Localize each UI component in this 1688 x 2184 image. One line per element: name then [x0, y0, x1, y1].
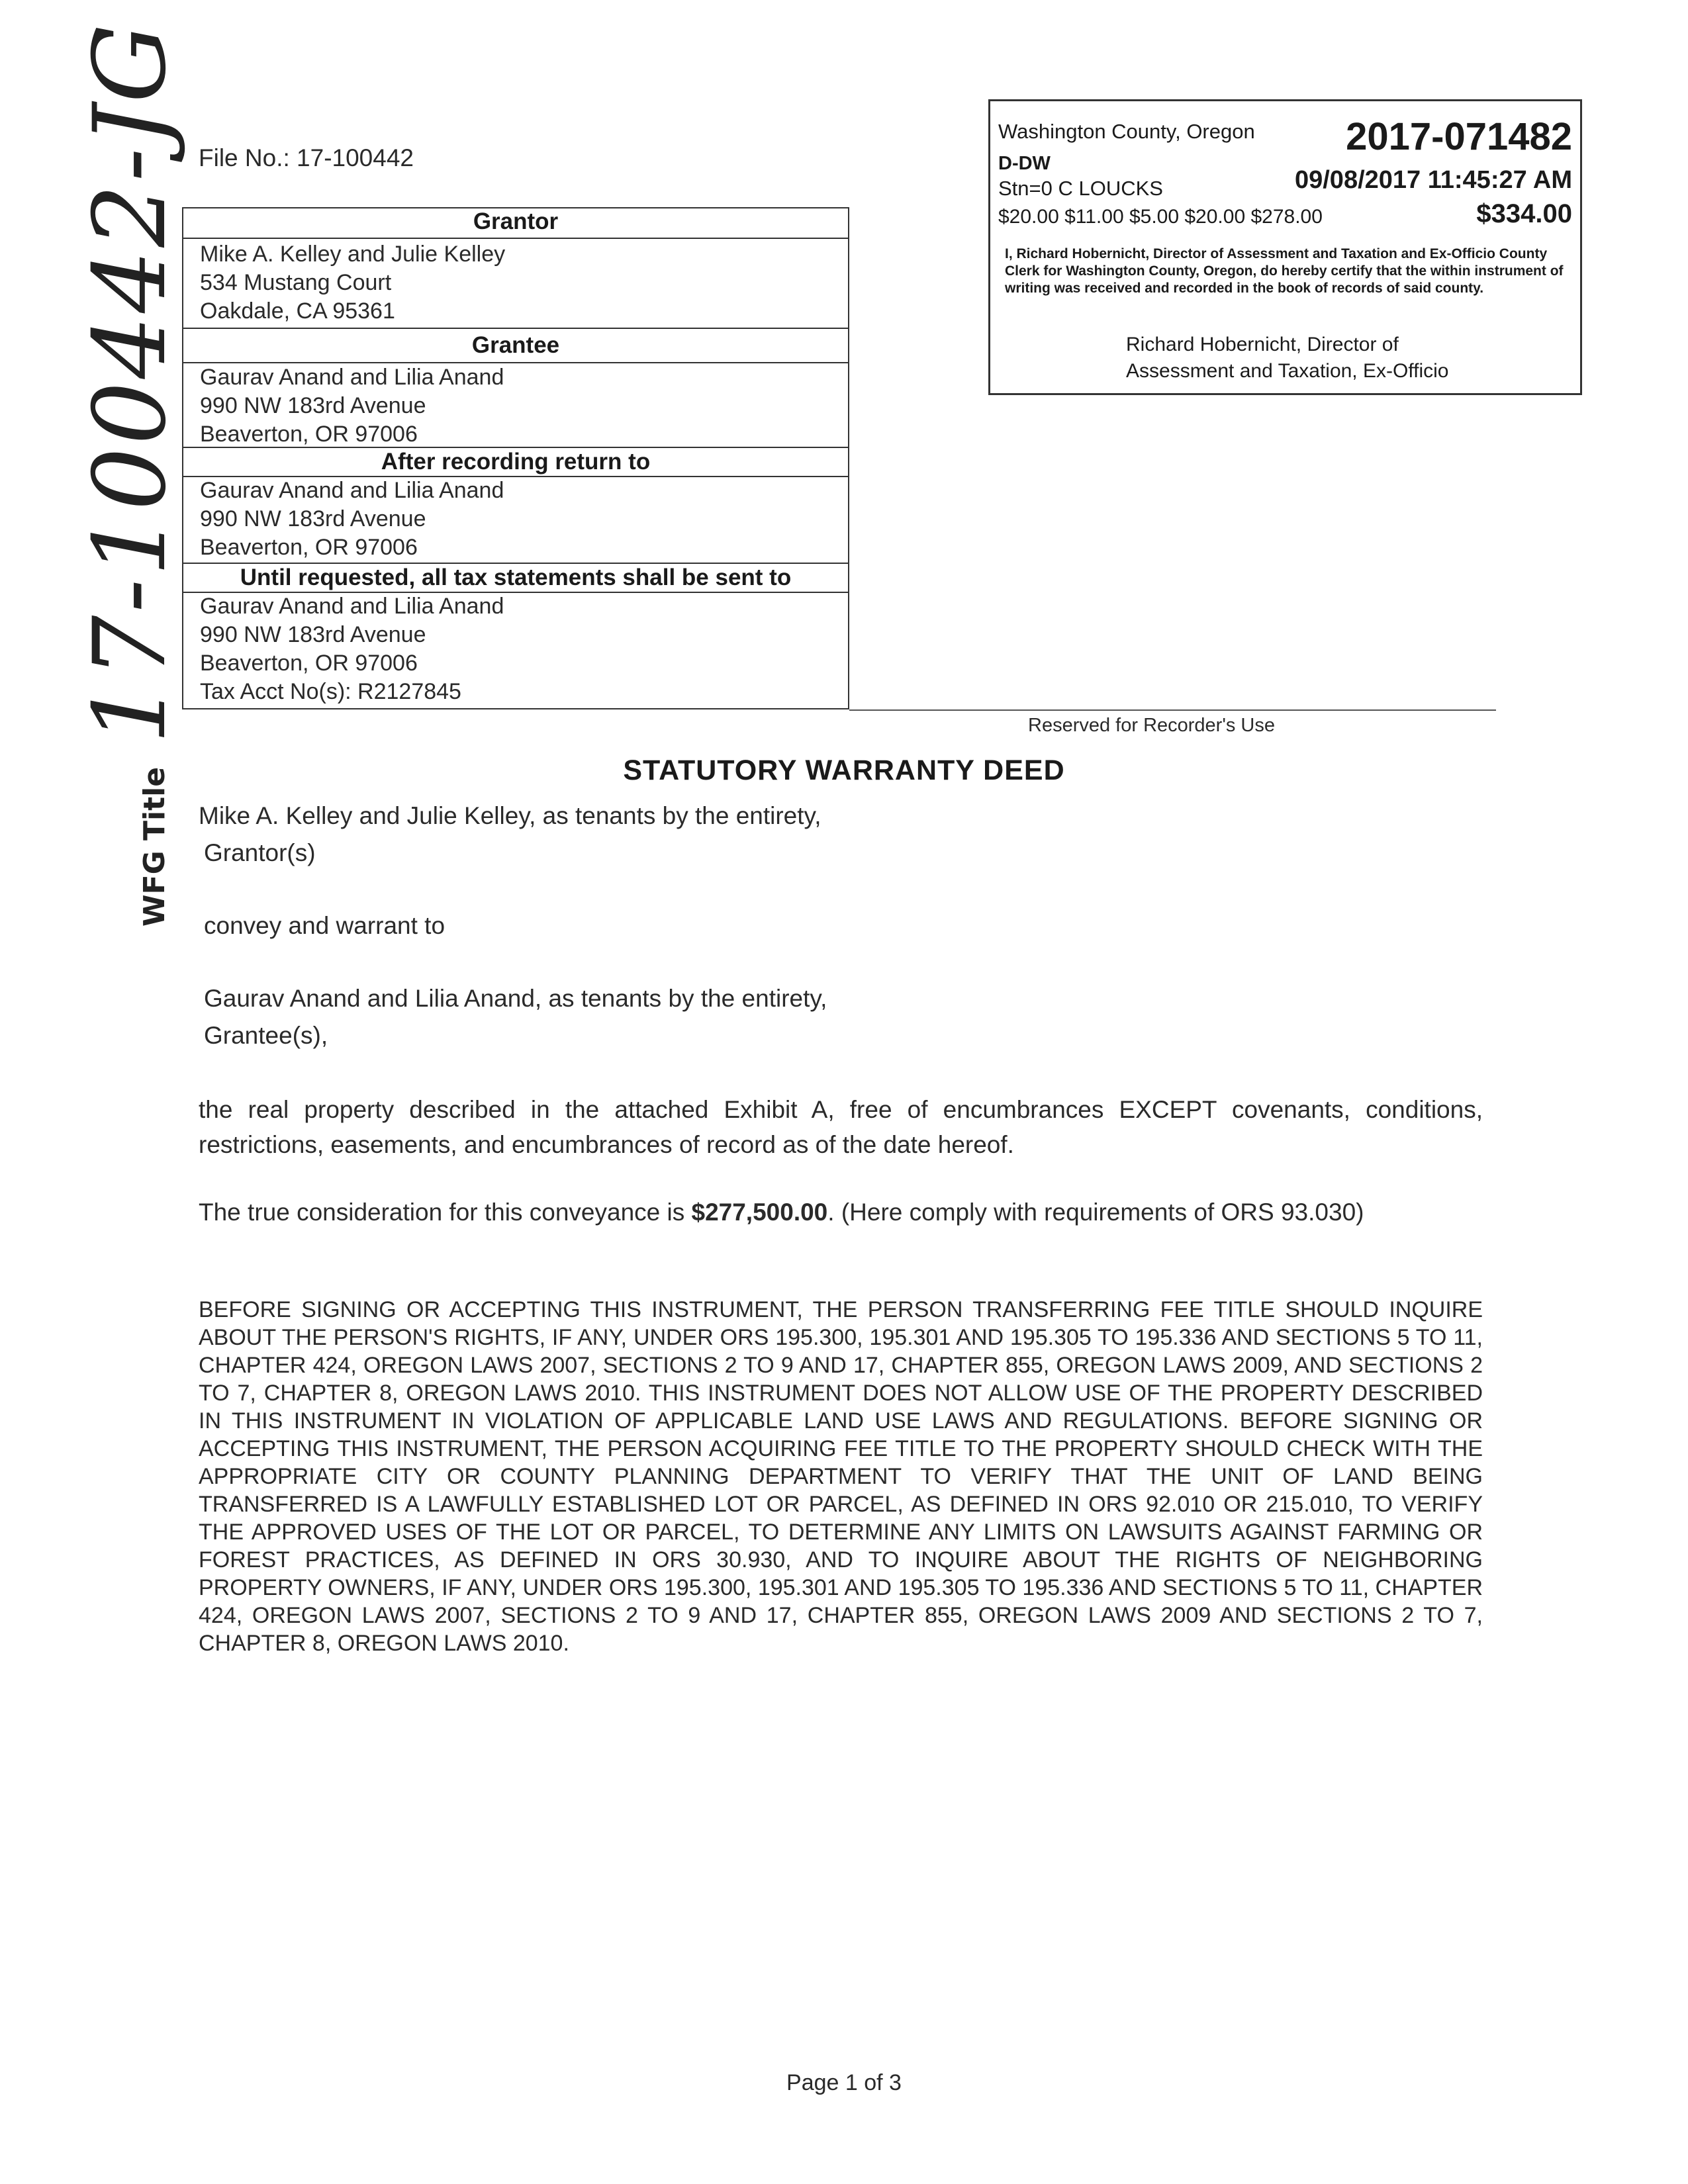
reserved-divider [849, 709, 1496, 711]
consideration-amount: $277,500.00 [691, 1199, 828, 1226]
reserved-label: Reserved for Recorder's Use [1028, 715, 1276, 736]
recording-stamp [988, 99, 1582, 395]
stamp-signer-line: Assessment and Taxation, Ex-Officio [1126, 360, 1449, 382]
tax-statements-header: Until requested, all tax statements shall be sent to [183, 563, 848, 593]
stamp-certification: I, Richard Hobernicht, Director of Assessment and Taxation and Ex-Officio County Clerk for Washington County, Oregon, do hereby certify that the within instrument of writing was received and recorded in the book of records of said county. [1005, 246, 1564, 296]
legal-notice: BEFORE SIGNING OR ACCEPTING THIS INSTRUMENT, THE PERSON TRANSFERRING FEE TITLE SHOULD INQUIRE ABOUT THE PERSON'S RIGHTS, IF ANY, UNDER ORS 195.300, 195.301 AND 195.305 TO 195.336 AND SECTIONS 5 TO 11, CHAPTER 424, OREGON LAWS 2007, SECTIONS 2 TO 9 AND 17, CHAPTER 855, OREGON LAWS 2009, AND SECTIONS 2 TO 7, CHAPTER 8, OREGON LAWS 2010. THIS INSTRUMENT DOES NOT ALLOW USE OF THE PROPERTY DESCRIBED IN THIS INSTRUMENT IN VIOLATION OF APPLICABLE LAND USE LAWS AND REGULATIONS. BEFORE SIGNING OR ACCEPTING THIS INSTRUMENT, THE PERSON ACQUIRING FEE TITLE TO THE PROPERTY SHOULD CHECK WITH THE APPROPRIATE CITY OR COUNTY PLANNING DEPARTMENT TO VERIFY THAT THE UNIT OF LAND BEING TRANSFERRED IS A LAWFULLY ESTABLISHED LOT OR PARCEL, AS DEFINED IN ORS 92.010 OR 215.010, TO VERIFY THE APPROVED USES OF THE LOT OR PARCEL, TO DETERMINE ANY LIMITS ON LAWSUITS AGAINST FARMING OR FOREST PRACTICES, AS DEFINED IN ORS 30.930, AND TO INQUIRE ABOUT THE RIGHTS OF NEIGHBORING PROPERTY OWNERS, IF ANY, UNDER ORS 195.300, 195.301 AND 195.305 TO 195.336 AND SECTIONS 5 TO 11, CHAPTER 424, OREGON LAWS 2007, SECTIONS 2 TO 9 AND 17, CHAPTER 855, OREGON LAWS 2009 AND SECTIONS 2 TO 7, CHAPTER 8, OREGON LAWS 2010. [199, 1297, 1483, 1656]
grantors-line: Mike A. Kelley and Julie Kelley, as tenants by the entirety, [199, 802, 821, 829]
stamp-document-type: D-DW [998, 153, 1051, 174]
stamp-document-number: 2017-071482 [1346, 115, 1572, 158]
grantee-address [200, 363, 848, 449]
margin-annotation [73, 21, 188, 927]
page-number: Page 1 of 3 [786, 2070, 902, 2095]
grantor-line: Mike A. Kelley and Julie Kelley [200, 242, 506, 267]
grantee-line: Gaurav Anand and Lilia Anand [200, 365, 504, 390]
tax-line: Beaverton, OR 97006 [200, 651, 418, 676]
grantees-role: Grantee(s), [204, 1022, 328, 1049]
consideration-text: The true consideration for this conveyance is [199, 1199, 692, 1226]
stamp-fees: $20.00 $11.00 $5.00 $20.00 $278.00 [998, 206, 1323, 228]
return-to-header: After recording return to [183, 447, 848, 477]
convey-clause: convey and warrant to [204, 912, 445, 939]
stamp-station: Stn=0 C LOUCKS [998, 177, 1163, 200]
stamp-signer [1126, 332, 1448, 385]
tax-line: Gaurav Anand and Lilia Anand [200, 594, 504, 619]
consideration-note: . (Here comply with requirements of ORS 93.030) [827, 1199, 1364, 1226]
deed-title: STATUTORY WARRANTY DEED [623, 754, 1065, 786]
return-to-line: Beaverton, OR 97006 [200, 535, 418, 560]
file-number: File No.: 17-100442 [199, 144, 414, 171]
handwritten-file-number: 17-100442-JG [73, 21, 188, 745]
grantee-line: 990 NW 183rd Avenue [200, 393, 426, 418]
parties-table [182, 207, 849, 709]
tax-account-line: Tax Acct No(s): R2127845 [200, 679, 461, 704]
grantee-line: Beaverton, OR 97006 [200, 422, 418, 447]
grantor-address [200, 240, 848, 326]
stamp-datetime: 09/08/2017 11:45:27 AM [1294, 166, 1572, 194]
grantor-header: Grantor [183, 208, 848, 239]
stamp-county: Washington County, Oregon [998, 120, 1255, 143]
margin-title-stamp: WFG Title [138, 766, 171, 927]
stamp-total: $334.00 [1476, 199, 1572, 228]
grantees-line: Gaurav Anand and Lilia Anand, as tenants by the entirety, [204, 985, 827, 1012]
grantor-line: Oakdale, CA 95361 [200, 298, 395, 324]
tax-line: 990 NW 183rd Avenue [200, 622, 426, 647]
grantee-header: Grantee [183, 328, 848, 363]
return-to-line: Gaurav Anand and Lilia Anand [200, 478, 504, 503]
property-paragraph: the real property described in the attached Exhibit A, free of encumbrances EXCEPT covenants, conditions, restrictions, easements, and encumbrances of record as of the date hereof. [199, 1096, 1483, 1158]
return-to-line: 990 NW 183rd Avenue [200, 506, 426, 531]
grantor-line: 534 Mustang Court [200, 270, 392, 295]
tax-statements-address [200, 592, 848, 706]
stamp-signer-line: Richard Hobernicht, Director of [1126, 334, 1399, 355]
return-to-address [200, 477, 848, 562]
consideration-paragraph [199, 1195, 1483, 1230]
grantors-role: Grantor(s) [204, 839, 316, 866]
